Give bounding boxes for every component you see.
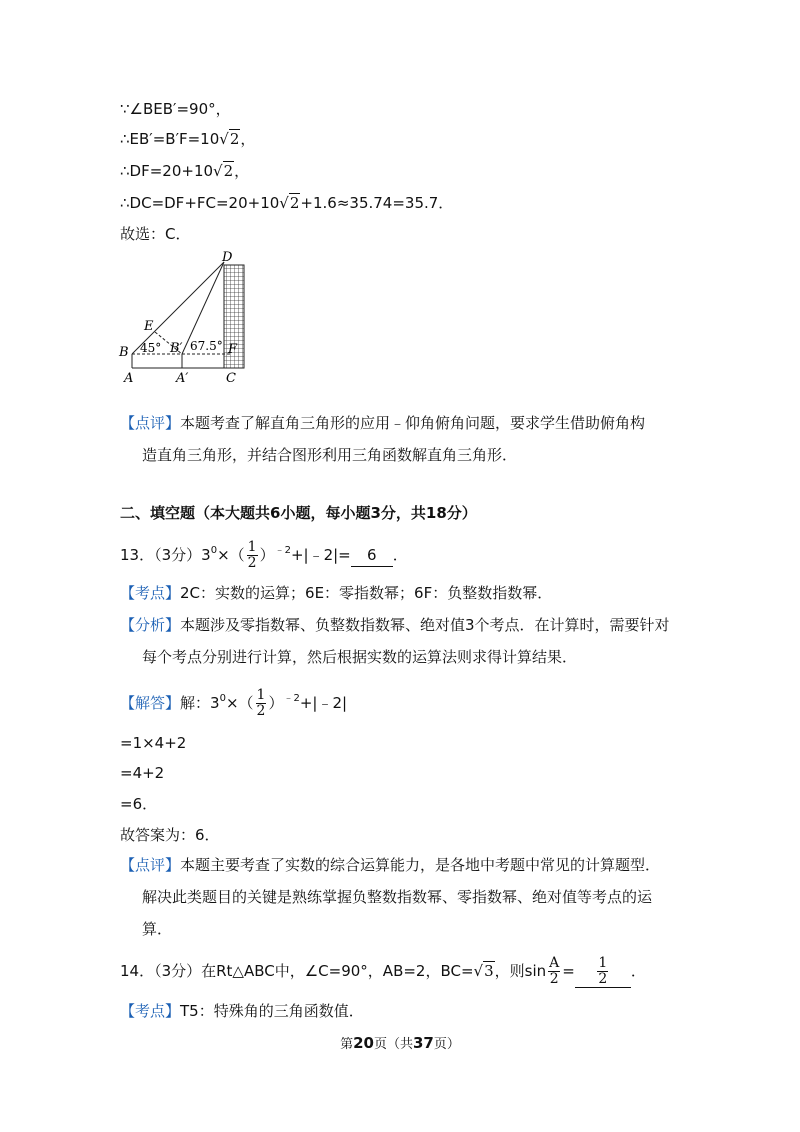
q13-answer-blank: 6	[351, 544, 393, 567]
label-a-prime: A′	[176, 371, 189, 385]
q13-paren: ）	[259, 546, 275, 564]
label-d: D	[222, 250, 233, 265]
fraction-denominator: 2	[598, 971, 608, 987]
sqrt-radicand: 2	[229, 130, 240, 148]
angle-67-5: 67.5°	[190, 339, 223, 353]
kaodian-14-text: T5：特殊角的三角函数值．	[180, 1002, 364, 1020]
proof-line-3-end: ，	[234, 162, 250, 180]
fraction	[548, 956, 560, 987]
review-tag: 【点评】	[120, 856, 181, 874]
q13-exponent-neg2: ﹣2	[274, 545, 291, 556]
footer-pre: 第	[340, 1037, 354, 1052]
proof-line-4-text: ∴DC=DF+FC=20+10	[120, 194, 280, 212]
label-b: B	[119, 345, 129, 360]
footer-post: 页）	[433, 1037, 460, 1052]
proof-line-2	[120, 128, 255, 150]
sqrt-expression: √2	[213, 162, 234, 180]
sqrt-expression: √2	[279, 194, 300, 212]
label-b-prime: B′	[170, 341, 183, 356]
q14-end: ．	[630, 962, 646, 980]
q13-times: ×（	[217, 546, 245, 564]
fraction	[247, 540, 258, 571]
kaodian-13	[120, 582, 552, 604]
fraction-denominator: 2	[247, 555, 257, 571]
label-e: E	[144, 319, 154, 334]
review-2-line-1: 本题主要考查了实数的综合运算能力，是各地中考题中常见的计算题型．	[180, 856, 661, 874]
angle-45: 45°	[140, 341, 162, 355]
fenxi-tag: 【分析】	[120, 616, 181, 634]
jieda-13-text: 解：3	[180, 694, 220, 712]
jieda-13	[120, 688, 347, 719]
sqrt-expression: √3	[473, 962, 494, 980]
fraction	[256, 688, 267, 719]
kaodian-tag: 【考点】	[120, 1002, 181, 1020]
fraction-denominator: 2	[549, 971, 559, 987]
review-tag: 【点评】	[120, 414, 181, 432]
jieda-paren: ）	[268, 694, 284, 712]
question-14	[120, 956, 646, 988]
jieda-answer: 故答案为：6．	[120, 826, 220, 844]
proof-line-3-text: ∴DF=20+10	[120, 162, 214, 180]
page-footer	[0, 1033, 800, 1052]
proof-line-2-end: ，	[240, 130, 256, 148]
review-1	[120, 412, 645, 434]
review-2-line-2: 解决此类题目的关键是熟练掌握负整数指数幂、零指数幂、绝对值等考点的运	[142, 888, 653, 906]
fraction-numerator: 1	[256, 687, 266, 703]
jieda-step-2: =4+2	[120, 764, 165, 782]
jieda-exponent-zero: 0	[219, 693, 226, 704]
proof-line-2-text: ∴EB′=B′F=10	[120, 130, 220, 148]
fenxi-13	[120, 614, 670, 636]
fraction-denominator: 2	[256, 703, 266, 719]
sqrt-radicand: 3	[484, 962, 494, 980]
proof-line-3	[120, 160, 249, 182]
sqrt-radicand: 2	[223, 162, 234, 180]
sqrt-expression: √2	[219, 130, 240, 148]
fenxi-13-line-1: 本题涉及零指数幂、负整数指数幂、绝对值3个考点．在计算时，需要针对	[180, 616, 670, 634]
page-number: 20	[353, 1034, 374, 1052]
jieda-step-1: =1×4+2	[120, 734, 187, 752]
q14-mid: ，则sin	[494, 962, 547, 980]
proof-line-4	[120, 192, 453, 214]
jieda-times: ×（	[225, 694, 254, 712]
jieda-tag: 【解答】	[120, 694, 181, 712]
q14-eq: =	[562, 962, 575, 980]
fraction-numerator: 1	[598, 955, 608, 971]
q13-abs: +|﹣2|=	[290, 546, 351, 564]
label-c: C	[226, 371, 236, 385]
jieda-step-3: =6．	[120, 795, 158, 813]
review-1-line-2: 造直角三角形，并结合图形利用三角函数解直角三角形．	[142, 446, 518, 464]
review-1-line-1: 本题考查了解直角三角形的应用﹣仰角俯角问题，要求学生借助俯角构	[180, 414, 646, 432]
answer-choice: 故选：C．	[120, 225, 191, 243]
q14-text: 14．（3分）在Rt△ABC中，∠C=90°，AB=2，BC=	[120, 962, 474, 980]
total-pages: 37	[413, 1034, 434, 1052]
footer-mid: 页（共	[373, 1037, 413, 1052]
label-a: A	[124, 371, 134, 385]
geometry-figure	[118, 248, 253, 385]
sqrt-radicand: 2	[289, 194, 300, 212]
kaodian-tag: 【考点】	[120, 584, 181, 602]
label-f: F	[228, 342, 238, 357]
q14-answer-blank	[575, 956, 631, 988]
kaodian-14	[120, 1000, 364, 1022]
fraction	[597, 956, 608, 987]
q13-text: 13．（3分）3	[120, 546, 211, 564]
jieda-exponent-neg2: ﹣2	[283, 693, 300, 704]
kaodian-13-text: 2C：实数的运算；6E：零指数幂；6F：负整数指数幂．	[180, 584, 553, 602]
review-2	[120, 854, 660, 876]
proof-line-1: ∵∠BEB′=90°，	[120, 100, 231, 118]
proof-line-4-end: +1.6≈35.74=35.7．	[300, 194, 454, 212]
fraction-numerator: A	[549, 955, 560, 971]
jieda-abs: +|﹣2|	[299, 694, 348, 712]
fenxi-13-line-2: 每个考点分别进行计算，然后根据实数的运算法则求得计算结果．	[142, 648, 578, 666]
question-13	[120, 540, 408, 571]
q13-exponent-zero: 0	[210, 545, 218, 556]
q13-end: ．	[392, 546, 408, 564]
fraction-numerator: 1	[247, 539, 257, 555]
review-2-line-3: 算．	[142, 920, 173, 938]
section-title: 二、填空题（本大题共6小题，每小题3分，共18分）	[120, 504, 477, 522]
